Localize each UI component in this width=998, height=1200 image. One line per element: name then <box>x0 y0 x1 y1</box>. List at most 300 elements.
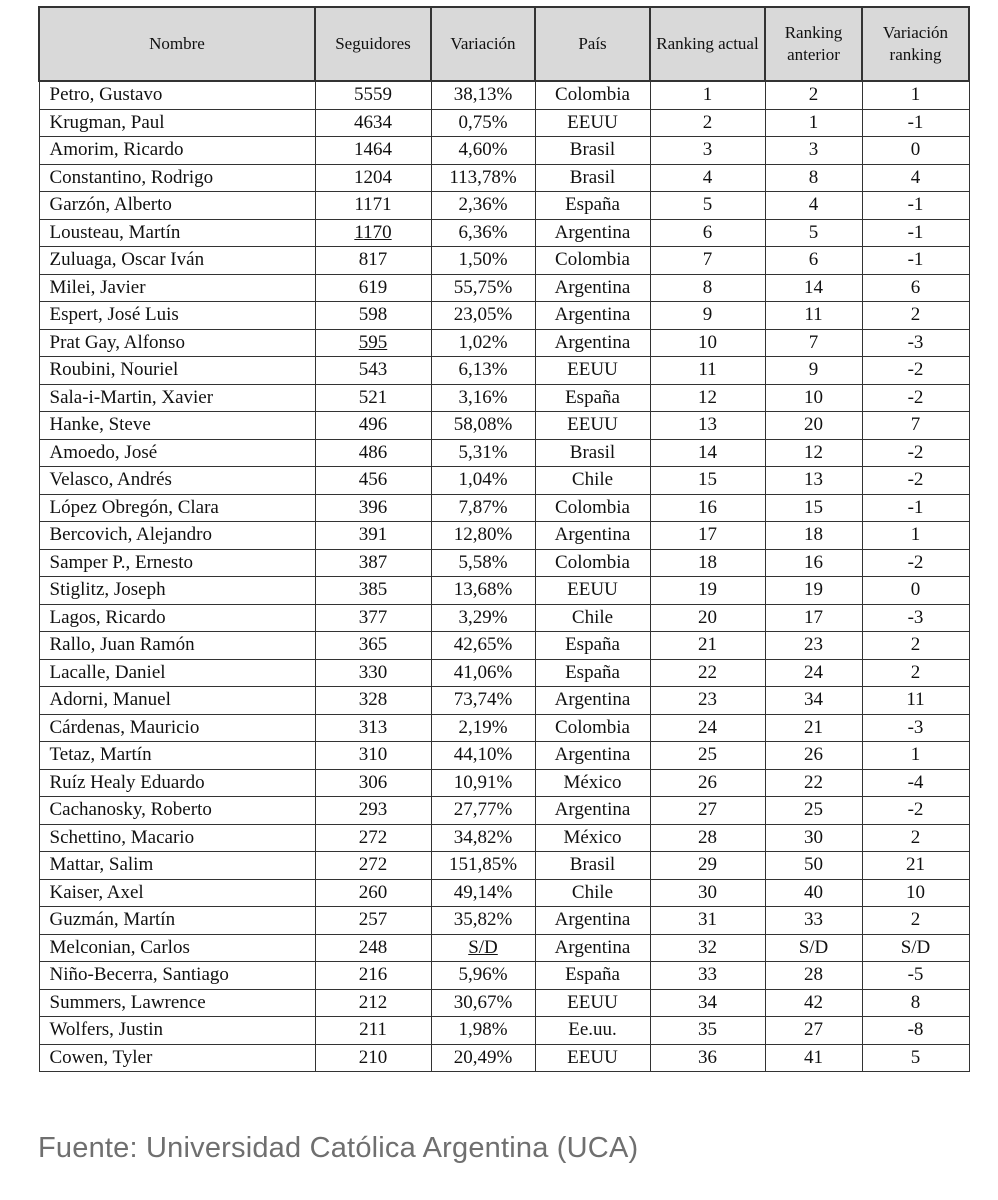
cell-ranking-anterior <box>765 439 862 467</box>
cell-text: 2,19% <box>458 716 508 738</box>
cell-text: 22 <box>804 771 823 793</box>
table-row <box>39 439 969 467</box>
cell-variacion-ranking <box>862 1017 969 1045</box>
cell-seguidores <box>315 439 431 467</box>
table-row <box>39 714 969 742</box>
cell-text: 28 <box>804 964 823 986</box>
cell-text: Chile <box>571 469 614 491</box>
cell-pais <box>535 137 650 165</box>
cell-text: 36 <box>698 1046 717 1068</box>
cell-seguidores <box>315 247 431 275</box>
cell-text: 22 <box>698 661 717 683</box>
cell-ranking-anterior <box>765 769 862 797</box>
cell-text: 42,65% <box>453 634 513 656</box>
cell-ranking-actual <box>650 714 765 742</box>
cell-variacion <box>431 632 535 660</box>
cell-text: 27 <box>698 799 717 821</box>
cell-text: 30 <box>804 826 823 848</box>
cell-ranking-anterior <box>765 494 862 522</box>
cell-text: Argentina <box>554 331 631 353</box>
cell-ranking-anterior <box>765 109 862 137</box>
cell-seguidores <box>315 494 431 522</box>
cell-ranking-actual <box>650 384 765 412</box>
cell-seguidores <box>315 192 431 220</box>
header-variacion-ranking: Variación ranking <box>862 7 969 81</box>
cell-text: 58,08% <box>453 414 513 436</box>
cell-text: 16 <box>804 551 823 573</box>
cell-text: México <box>563 826 622 848</box>
cell-text: 25 <box>698 744 717 766</box>
cell-text: 10 <box>906 881 925 903</box>
cell-pais <box>535 274 650 302</box>
cell-text: 18 <box>804 524 823 546</box>
cell-text: 1 <box>702 84 713 106</box>
cell-text: 33 <box>698 964 717 986</box>
cell-text: 31 <box>698 909 717 931</box>
cell-variacion <box>431 137 535 165</box>
cell-text: 619 <box>358 276 388 298</box>
cell-text: 313 <box>358 716 388 738</box>
cell-ranking-actual <box>650 494 765 522</box>
table-row <box>39 824 969 852</box>
cell-text: 2 <box>808 84 819 106</box>
cell-nombre <box>39 467 315 495</box>
cell-text: 595 <box>358 331 388 353</box>
cell-text: 25 <box>804 799 823 821</box>
cell-text: Argentina <box>554 936 631 958</box>
cell-text: Ee.uu. <box>568 1019 617 1041</box>
cell-text: 365 <box>358 634 388 656</box>
table-row <box>39 989 969 1017</box>
cell-text: 73,74% <box>453 689 513 711</box>
cell-variacion-ranking <box>862 109 969 137</box>
cell-nombre <box>39 302 315 330</box>
cell-ranking-actual <box>650 769 765 797</box>
cell-variacion <box>431 329 535 357</box>
table-row <box>39 109 969 137</box>
cell-nombre <box>39 989 315 1017</box>
cell-text: 5 <box>910 1046 921 1068</box>
cell-text: Zuluaga, Oscar Iván <box>49 249 205 271</box>
cell-nombre <box>39 412 315 440</box>
cell-variacion <box>431 1044 535 1072</box>
cell-ranking-anterior <box>765 549 862 577</box>
cell-text: Brasil <box>569 441 616 463</box>
cell-nombre <box>39 439 315 467</box>
cell-text: Espert, José Luis <box>49 304 179 326</box>
cell-variacion-ranking <box>862 302 969 330</box>
cell-pais <box>535 797 650 825</box>
cell-text: Argentina <box>554 276 631 298</box>
cell-variacion <box>431 1017 535 1045</box>
cell-text: 32 <box>698 936 717 958</box>
cell-variacion <box>431 274 535 302</box>
cell-text: 5,58% <box>458 551 508 573</box>
cell-pais <box>535 989 650 1017</box>
cell-ranking-anterior <box>765 989 862 1017</box>
cell-seguidores <box>315 934 431 962</box>
table-row <box>39 357 969 385</box>
cell-ranking-anterior <box>765 632 862 660</box>
cell-variacion <box>431 302 535 330</box>
cell-text: Brasil <box>569 854 616 876</box>
cell-text: 20 <box>698 606 717 628</box>
cell-text: -5 <box>907 964 924 986</box>
table-row <box>39 522 969 550</box>
cell-text: Argentina <box>554 304 631 326</box>
cell-variacion <box>431 742 535 770</box>
ranking-table <box>38 6 970 1072</box>
cell-text: 6 <box>702 221 713 243</box>
cell-text: 14 <box>698 441 717 463</box>
cell-variacion-ranking <box>862 467 969 495</box>
cell-text: 20,49% <box>453 1046 513 1068</box>
table-row <box>39 852 969 880</box>
cell-seguidores <box>315 907 431 935</box>
cell-text: S/D <box>468 936 498 958</box>
cell-text: Chile <box>571 881 614 903</box>
cell-text: 35 <box>698 1019 717 1041</box>
cell-pais <box>535 549 650 577</box>
cell-seguidores <box>315 1017 431 1045</box>
cell-pais <box>535 714 650 742</box>
cell-ranking-actual <box>650 274 765 302</box>
cell-text: 543 <box>358 359 388 381</box>
cell-ranking-actual <box>650 824 765 852</box>
cell-text: España <box>565 964 620 986</box>
cell-ranking-actual <box>650 659 765 687</box>
table-row <box>39 302 969 330</box>
cell-text: 8 <box>808 166 819 188</box>
cell-text: 7 <box>808 331 819 353</box>
cell-text: Kaiser, Axel <box>49 881 144 903</box>
cell-ranking-actual <box>650 1044 765 1072</box>
cell-text: 33 <box>804 909 823 931</box>
cell-text: 23,05% <box>453 304 513 326</box>
cell-nombre <box>39 687 315 715</box>
cell-text: Cachanosky, Roberto <box>49 799 212 821</box>
cell-nombre <box>39 384 315 412</box>
cell-text: 6 <box>910 276 921 298</box>
cell-ranking-actual <box>650 247 765 275</box>
cell-variacion <box>431 687 535 715</box>
cell-ranking-anterior <box>765 742 862 770</box>
cell-text: 2 <box>910 661 921 683</box>
cell-nombre <box>39 824 315 852</box>
cell-ranking-actual <box>650 412 765 440</box>
cell-text: 2,36% <box>458 194 508 216</box>
cell-text: 1,50% <box>458 249 508 271</box>
cell-variacion <box>431 467 535 495</box>
cell-text: 44,10% <box>453 744 513 766</box>
cell-variacion-ranking <box>862 274 969 302</box>
cell-ranking-anterior <box>765 219 862 247</box>
cell-text: Stiglitz, Joseph <box>49 579 166 601</box>
cell-ranking-anterior <box>765 522 862 550</box>
table-header-row <box>39 7 969 81</box>
table-row <box>39 219 969 247</box>
cell-seguidores <box>315 137 431 165</box>
cell-ranking-actual <box>650 879 765 907</box>
cell-variacion-ranking <box>862 907 969 935</box>
cell-ranking-actual <box>650 687 765 715</box>
cell-variacion <box>431 192 535 220</box>
cell-text: 1464 <box>354 139 392 161</box>
cell-variacion <box>431 604 535 632</box>
cell-text: Argentina <box>554 689 631 711</box>
cell-ranking-actual <box>650 439 765 467</box>
cell-variacion <box>431 577 535 605</box>
cell-nombre <box>39 247 315 275</box>
cell-text: 6,13% <box>458 359 508 381</box>
cell-text: 21 <box>804 716 823 738</box>
cell-pais <box>535 659 650 687</box>
cell-text: 1 <box>910 84 921 106</box>
cell-text: 23 <box>804 634 823 656</box>
cell-variacion <box>431 934 535 962</box>
cell-seguidores <box>315 81 431 109</box>
cell-text: 9 <box>808 359 819 381</box>
cell-pais <box>535 1044 650 1072</box>
cell-variacion-ranking <box>862 934 969 962</box>
cell-seguidores <box>315 577 431 605</box>
table-row <box>39 604 969 632</box>
cell-variacion-ranking <box>862 604 969 632</box>
cell-text: Argentina <box>554 221 631 243</box>
table-row <box>39 467 969 495</box>
cell-text: 7 <box>702 249 713 271</box>
cell-seguidores <box>315 797 431 825</box>
cell-ranking-actual <box>650 357 765 385</box>
cell-ranking-anterior <box>765 714 862 742</box>
table-row <box>39 1017 969 1045</box>
cell-text: 4 <box>808 194 819 216</box>
cell-text: -2 <box>907 551 924 573</box>
cell-text: 10,91% <box>453 771 513 793</box>
cell-pais <box>535 962 650 990</box>
cell-text: Adorni, Manuel <box>49 689 171 711</box>
cell-seguidores <box>315 412 431 440</box>
cell-text: 1 <box>910 524 921 546</box>
cell-text: Milei, Javier <box>49 276 146 298</box>
cell-text: 35,82% <box>453 909 513 931</box>
cell-ranking-anterior <box>765 797 862 825</box>
cell-nombre <box>39 852 315 880</box>
cell-text: 1 <box>910 744 921 766</box>
cell-text: 55,75% <box>453 276 513 298</box>
cell-ranking-anterior <box>765 687 862 715</box>
cell-text: 17 <box>804 606 823 628</box>
table-row <box>39 934 969 962</box>
cell-ranking-anterior <box>765 962 862 990</box>
cell-ranking-actual <box>650 329 765 357</box>
cell-variacion-ranking <box>862 329 969 357</box>
cell-ranking-anterior <box>765 824 862 852</box>
cell-seguidores <box>315 164 431 192</box>
cell-text: 30,67% <box>453 991 513 1013</box>
cell-text: Lacalle, Daniel <box>49 661 166 683</box>
cell-text: 1,02% <box>458 331 508 353</box>
cell-text: 3,16% <box>458 386 508 408</box>
header-nombre: Nombre <box>39 7 315 81</box>
cell-nombre <box>39 797 315 825</box>
cell-variacion <box>431 384 535 412</box>
cell-pais <box>535 769 650 797</box>
cell-text: 9 <box>702 304 713 326</box>
cell-pais <box>535 632 650 660</box>
cell-text: Colombia <box>555 716 630 738</box>
cell-pais <box>535 109 650 137</box>
cell-variacion-ranking <box>862 192 969 220</box>
cell-variacion <box>431 412 535 440</box>
cell-text: Argentina <box>554 524 631 546</box>
cell-ranking-actual <box>650 81 765 109</box>
cell-variacion-ranking <box>862 247 969 275</box>
cell-variacion <box>431 659 535 687</box>
cell-text: 38,13% <box>453 84 513 106</box>
cell-text: 34 <box>698 991 717 1013</box>
cell-text: 0 <box>910 579 921 601</box>
cell-text: Cowen, Tyler <box>49 1046 153 1068</box>
cell-text: -2 <box>907 386 924 408</box>
cell-text: Colombia <box>555 249 630 271</box>
cell-text: 40 <box>804 881 823 903</box>
cell-variacion <box>431 879 535 907</box>
cell-text: EEUU <box>567 991 618 1013</box>
cell-ranking-anterior <box>765 384 862 412</box>
cell-pais <box>535 934 650 962</box>
cell-text: 385 <box>358 579 388 601</box>
cell-text: -4 <box>907 771 924 793</box>
cell-pais <box>535 604 650 632</box>
table-row <box>39 192 969 220</box>
cell-nombre <box>39 329 315 357</box>
cell-variacion-ranking <box>862 824 969 852</box>
cell-text: 387 <box>358 551 388 573</box>
cell-ranking-actual <box>650 522 765 550</box>
cell-text: -2 <box>907 799 924 821</box>
cell-seguidores <box>315 632 431 660</box>
cell-seguidores <box>315 769 431 797</box>
cell-text: España <box>565 194 620 216</box>
table-row <box>39 577 969 605</box>
cell-variacion-ranking <box>862 852 969 880</box>
cell-text: S/D <box>900 936 931 958</box>
cell-ranking-anterior <box>765 934 862 962</box>
cell-nombre <box>39 164 315 192</box>
cell-ranking-actual <box>650 797 765 825</box>
cell-text: 14 <box>804 276 823 298</box>
cell-ranking-actual <box>650 934 765 962</box>
cell-text: -3 <box>907 331 924 353</box>
cell-text: Lagos, Ricardo <box>49 606 166 628</box>
table-row <box>39 329 969 357</box>
cell-text: 496 <box>358 414 388 436</box>
cell-text: 11 <box>804 304 823 326</box>
cell-text: 817 <box>358 249 388 271</box>
cell-ranking-actual <box>650 219 765 247</box>
cell-text: Ruíz Healy Eduardo <box>49 771 205 793</box>
cell-text: España <box>565 634 620 656</box>
cell-text: -3 <box>907 606 924 628</box>
cell-ranking-actual <box>650 467 765 495</box>
cell-ranking-actual <box>650 852 765 880</box>
cell-text: 1,98% <box>458 1019 508 1041</box>
cell-pais <box>535 164 650 192</box>
cell-text: Samper P., Ernesto <box>49 551 194 573</box>
cell-text: EEUU <box>567 579 618 601</box>
cell-nombre <box>39 714 315 742</box>
cell-text: 1 <box>808 111 819 133</box>
cell-text: 50 <box>804 854 823 876</box>
cell-seguidores <box>315 522 431 550</box>
cell-text: 6 <box>808 249 819 271</box>
cell-seguidores <box>315 329 431 357</box>
cell-nombre <box>39 934 315 962</box>
cell-text: 396 <box>358 496 388 518</box>
cell-pais <box>535 219 650 247</box>
table-row <box>39 769 969 797</box>
cell-text: 10 <box>698 331 717 353</box>
cell-text: 2 <box>910 826 921 848</box>
table-row <box>39 137 969 165</box>
cell-pais <box>535 879 650 907</box>
cell-text: 7 <box>910 414 921 436</box>
cell-seguidores <box>315 714 431 742</box>
cell-text: Chile <box>571 606 614 628</box>
cell-text: Krugman, Paul <box>49 111 165 133</box>
cell-text: 4 <box>910 166 921 188</box>
cell-text: 3 <box>702 139 713 161</box>
cell-text: 15 <box>804 496 823 518</box>
cell-text: 27 <box>804 1019 823 1041</box>
cell-variacion-ranking <box>862 439 969 467</box>
cell-pais <box>535 357 650 385</box>
cell-nombre <box>39 1017 315 1045</box>
cell-text: 6,36% <box>458 221 508 243</box>
cell-seguidores <box>315 219 431 247</box>
cell-variacion <box>431 219 535 247</box>
table-row <box>39 81 969 109</box>
cell-nombre <box>39 81 315 109</box>
cell-variacion <box>431 81 535 109</box>
cell-text: 21 <box>698 634 717 656</box>
cell-nombre <box>39 577 315 605</box>
cell-text: Garzón, Alberto <box>49 194 172 216</box>
cell-text: 28 <box>698 826 717 848</box>
cell-text: 5 <box>808 221 819 243</box>
cell-ranking-anterior <box>765 467 862 495</box>
cell-variacion-ranking <box>862 879 969 907</box>
table-row <box>39 797 969 825</box>
cell-ranking-actual <box>650 962 765 990</box>
cell-nombre <box>39 137 315 165</box>
cell-text: 260 <box>358 881 388 903</box>
cell-seguidores <box>315 659 431 687</box>
cell-seguidores <box>315 357 431 385</box>
cell-text: -1 <box>907 221 924 243</box>
cell-text: 4 <box>702 166 713 188</box>
cell-variacion <box>431 797 535 825</box>
cell-variacion <box>431 769 535 797</box>
cell-seguidores <box>315 467 431 495</box>
cell-ranking-anterior <box>765 274 862 302</box>
cell-ranking-anterior <box>765 192 862 220</box>
cell-ranking-actual <box>650 549 765 577</box>
cell-variacion <box>431 357 535 385</box>
cell-text: 26 <box>698 771 717 793</box>
cell-nombre <box>39 219 315 247</box>
